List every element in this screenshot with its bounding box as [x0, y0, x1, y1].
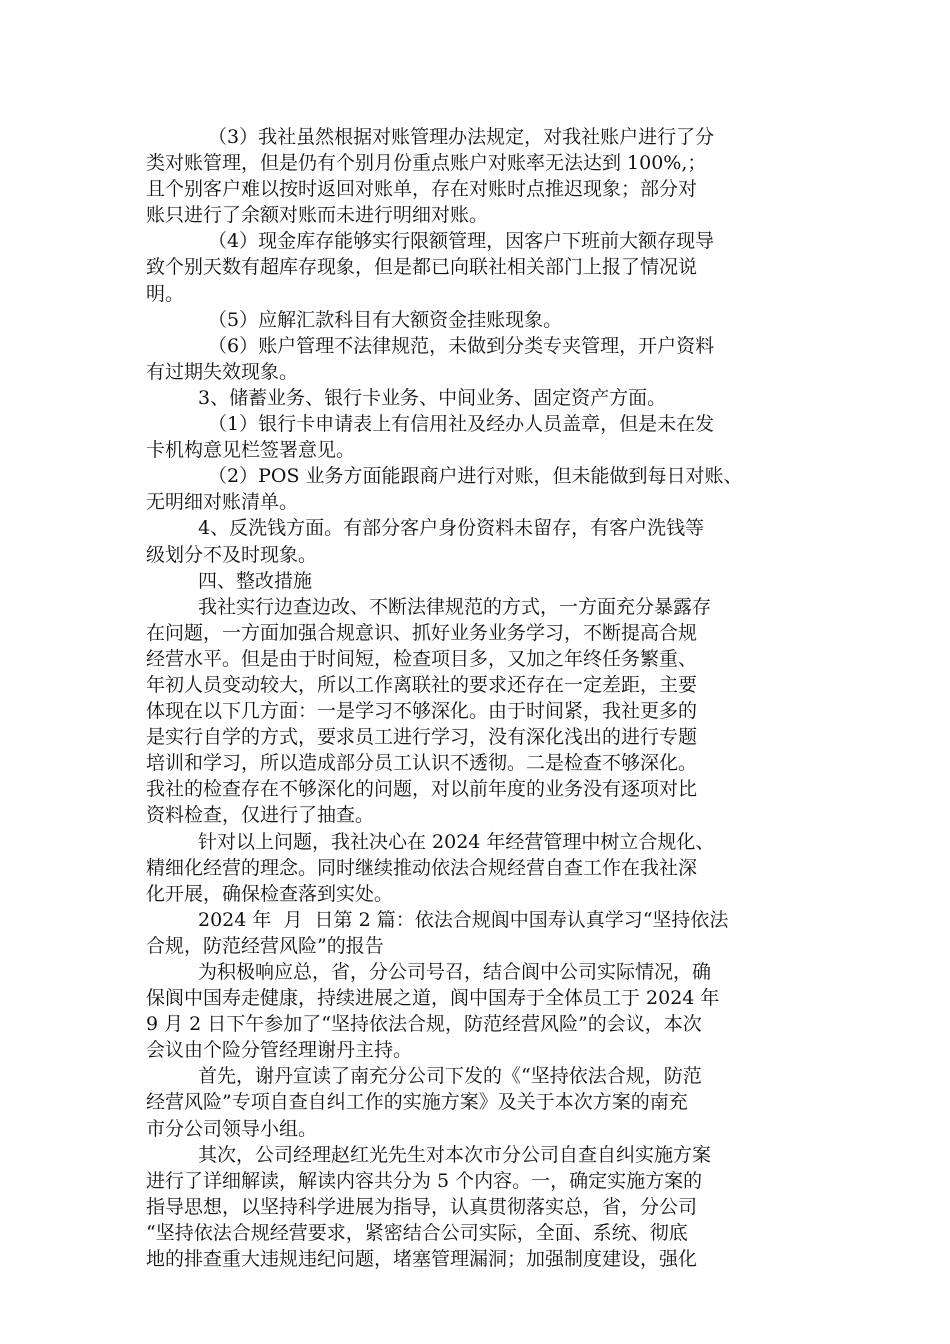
text-line: 无明细对账清单。	[146, 491, 299, 514]
text-line: （4）现金库存能够实行限额管理，因客户下班前大额存现导	[208, 230, 715, 253]
text-line: 精细化经营的理念。同时继续推动依法合规经营自查工作在我社深	[146, 856, 698, 879]
text-line: 类对账管理，但是仍有个别月份重点账户对账率无法达到 100%,；	[146, 152, 707, 175]
text-line: 指导思想，以坚持科学进展为指导，认真贯彻落实总，省，分公司	[146, 1195, 698, 1218]
text-line: 账只进行了余额对账而未进行明细对账。	[146, 204, 489, 227]
text-line: 经营水平。但是由于时间短，检查项目多，又加之年终任务繁重、	[146, 647, 698, 670]
text-line: 针对以上问题，我社决心在 2024 年经营管理中树立合规化、	[198, 830, 715, 853]
text-line: （1）银行卡申请表上有信用社及经办人员盖章，但是未在发	[208, 413, 715, 436]
text-line: 3、储蓄业务、银行卡业务、中间业务、固定资产方面。	[198, 386, 667, 409]
text-line: 其次，公司经理赵红光先生对本次市分公司自查自纠实施方案	[198, 1143, 712, 1166]
text-line: 进行了详细解读，解读内容共分为 5 个内容。一，确定实施方案的	[146, 1169, 703, 1192]
text-line: 市分公司领导小组。	[146, 1117, 318, 1140]
text-line: 级划分不及时现象。	[146, 543, 318, 566]
text-line: 体现在以下几方面：一是学习不够深化。由于时间紧，我社更多的	[146, 700, 698, 723]
text-line: 合规，防范经营风险”的报告	[146, 934, 384, 957]
text-line: 经营风险”专项自查自纠工作的实施方案》及关于本次方案的南充	[146, 1091, 688, 1114]
document-body	[146, 124, 816, 1272]
text-line: 我社实行边查边改、不断法律规范的方式，一方面充分暴露存	[198, 595, 712, 618]
text-line: 保阆中国寿走健康，持续进展之道，阆中国寿于全体员工于 2024 年	[146, 987, 720, 1010]
text-line: （3）我社虽然根据对账管理办法规定，对我社账户进行了分	[208, 126, 715, 148]
text-line: 我社的检查存在不够深化的问题，对以前年度的业务没有逐项对比	[146, 778, 698, 801]
text-line: 4、反洗钱方面。有部分客户身份资料未留存，有客户洗钱等	[198, 517, 705, 540]
text-line: 化开展，确保检查落到实处。	[146, 882, 394, 905]
text-line: 9 月 2 日下午参加了“坚持依法合规，防范经营风险”的会议，本次	[146, 1013, 702, 1036]
text-line: 在问题，一方面加强合规意识、抓好业务业务学习，不断提高合规	[146, 621, 698, 644]
text-line: 且个别客户难以按时返回对账单，存在对账时点推迟现象；部分对	[146, 178, 698, 201]
text-line: 2024 年 月 日第 2 篇：依法合规阆中国寿认真学习“坚持依法	[198, 908, 729, 931]
text-line: 四、整改措施	[198, 569, 313, 592]
text-line: 首先，谢丹宣读了南充分公司下发的《“坚持依法合规，防范	[198, 1065, 702, 1088]
text-line: 明。	[146, 282, 185, 305]
text-line: （2）POS 业务方面能跟商户进行对账，但未能做到每日对账、	[208, 465, 743, 488]
text-line: 致个别天数有超库存现象，但是都已向联社相关部门上报了情况说	[146, 256, 698, 279]
text-line: 地的排查重大违规违纪问题，堵塞管理漏洞；加强制度建设，强化	[146, 1248, 698, 1271]
text-line: 培训和学习，所以造成部分员工认识不透彻。二是检查不够深化。	[146, 752, 698, 775]
text-line: 有过期失效现象。	[146, 360, 299, 383]
text-line: （5）应解汇款科目有大额资金挂账现象。	[208, 308, 563, 331]
text-line: 是实行自学的方式，要求员工进行学习，没有深化浅出的进行专题	[146, 726, 698, 749]
text-line: 年初人员变动较大，所以工作离联社的要求还存在一定差距，主要	[146, 673, 698, 696]
text-line: “坚持依法合规经营要求，紧密结合公司实际，全面、系统、彻底	[146, 1221, 688, 1244]
text-line: 为积极响应总，省，分公司号召，结合阆中公司实际情况，确	[198, 961, 712, 983]
text-line: 会议由个险分管经理谢丹主持。	[146, 1039, 413, 1062]
text-line: 资料检查，仅进行了抽查。	[146, 804, 375, 827]
text-line: （6）账户管理不法律规范，未做到分类专夹管理，开户资料	[208, 334, 715, 357]
text-line: 卡机构意见栏签署意见。	[146, 439, 356, 462]
